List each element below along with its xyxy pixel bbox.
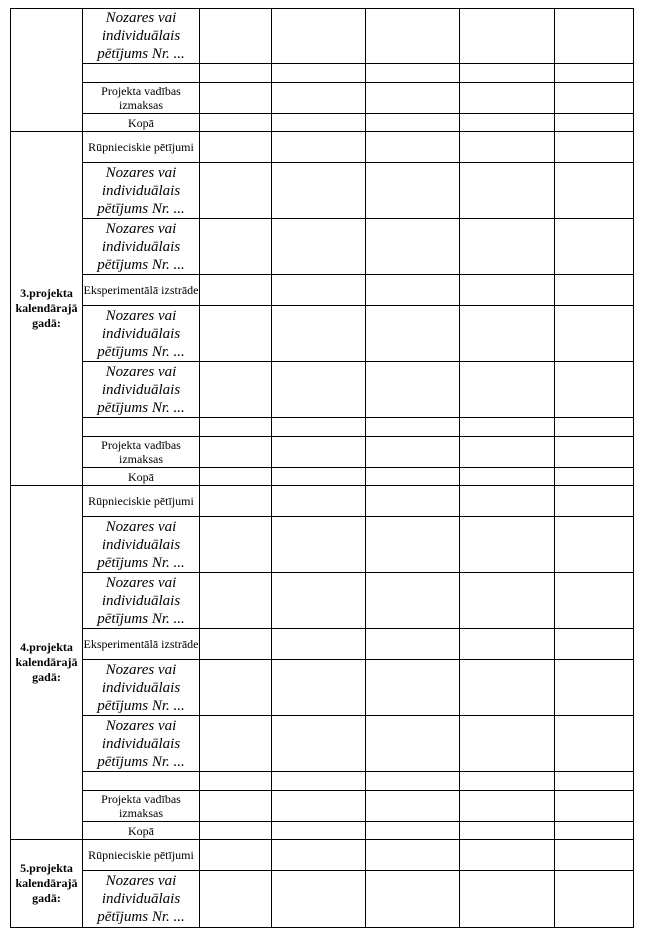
- management-costs-label: Projekta vadības izmaksas: [83, 791, 200, 822]
- value-cell: [272, 9, 366, 64]
- value-cell: [200, 163, 272, 219]
- value-cell: [460, 716, 555, 772]
- value-cell: [200, 486, 272, 517]
- value-cell: [460, 468, 555, 486]
- value-cell: [555, 275, 634, 306]
- table-row: [11, 83, 634, 114]
- value-cell: [366, 83, 460, 114]
- budget-table-container: [10, 8, 633, 928]
- value-cell: [555, 517, 634, 573]
- value-cell: [555, 64, 634, 83]
- value-cell: [272, 468, 366, 486]
- value-cell: [460, 517, 555, 573]
- table-row: [11, 275, 634, 306]
- table-row: [11, 64, 634, 83]
- value-cell: [555, 822, 634, 840]
- value-cell: [200, 9, 272, 64]
- value-cell: [272, 791, 366, 822]
- value-cell: [366, 163, 460, 219]
- table-row: [11, 163, 634, 219]
- value-cell: [555, 9, 634, 64]
- table-row: [11, 573, 634, 629]
- value-cell: [555, 163, 634, 219]
- value-cell: [200, 629, 272, 660]
- value-cell: [555, 418, 634, 437]
- value-cell: [272, 573, 366, 629]
- value-cell: [555, 468, 634, 486]
- value-cell: [366, 573, 460, 629]
- study-label: Nozares vai individuālais pētījums Nr. ...: [83, 163, 200, 219]
- table-row: [11, 418, 634, 437]
- value-cell: [555, 629, 634, 660]
- value-cell: [272, 64, 366, 83]
- value-cell: [460, 64, 555, 83]
- value-cell: [366, 716, 460, 772]
- value-cell: [200, 871, 272, 928]
- value-cell: [555, 437, 634, 468]
- management-costs-label: Projekta vadības izmaksas: [83, 437, 200, 468]
- value-cell: [366, 772, 460, 791]
- value-cell: [200, 418, 272, 437]
- value-cell: [460, 219, 555, 275]
- value-cell: [200, 437, 272, 468]
- study-label: Nozares vai individuālais pētījums Nr. ...: [83, 871, 200, 928]
- management-costs-label: Projekta vadības izmaksas: [83, 83, 200, 114]
- value-cell: [366, 486, 460, 517]
- table-row: [11, 840, 634, 871]
- value-cell: [555, 791, 634, 822]
- value-cell: [272, 219, 366, 275]
- experimental-development-label: Eksperimentālā izstrāde: [83, 629, 200, 660]
- experimental-development-label: Eksperimentālā izstrāde: [83, 275, 200, 306]
- value-cell: [460, 306, 555, 362]
- value-cell: [555, 362, 634, 418]
- value-cell: [460, 772, 555, 791]
- value-cell: [460, 486, 555, 517]
- value-cell: [460, 573, 555, 629]
- value-cell: [272, 114, 366, 132]
- study-label: Nozares vai individuālais pētījums Nr. ...: [83, 362, 200, 418]
- table-row: [11, 306, 634, 362]
- value-cell: [460, 9, 555, 64]
- value-cell: [366, 517, 460, 573]
- value-cell: [366, 64, 460, 83]
- value-cell: [272, 306, 366, 362]
- value-cell: [460, 163, 555, 219]
- value-cell: [555, 83, 634, 114]
- industrial-research-label: Rūpnieciskie pētījumi: [83, 840, 200, 871]
- value-cell: [200, 468, 272, 486]
- value-cell: [460, 791, 555, 822]
- value-cell: [200, 772, 272, 791]
- table-row: [11, 716, 634, 772]
- value-cell: [366, 871, 460, 928]
- total-label: Kopā: [83, 468, 200, 486]
- table-row: [11, 9, 634, 64]
- value-cell: [200, 219, 272, 275]
- study-label: Nozares vai individuālais pētījums Nr. ...: [83, 9, 200, 64]
- value-cell: [200, 306, 272, 362]
- study-label: Nozares vai individuālais pētījums Nr. ...: [83, 306, 200, 362]
- value-cell: [366, 219, 460, 275]
- value-cell: [555, 772, 634, 791]
- value-cell: [200, 114, 272, 132]
- table-row: [11, 772, 634, 791]
- value-cell: [272, 517, 366, 573]
- value-cell: [200, 791, 272, 822]
- value-cell: [272, 871, 366, 928]
- value-cell: [460, 840, 555, 871]
- value-cell: [366, 468, 460, 486]
- value-cell: [366, 840, 460, 871]
- value-cell: [460, 114, 555, 132]
- value-cell: [555, 219, 634, 275]
- year-label-cell: [11, 9, 83, 132]
- value-cell: [555, 840, 634, 871]
- value-cell: [460, 629, 555, 660]
- value-cell: [200, 83, 272, 114]
- table-row: [11, 629, 634, 660]
- value-cell: [200, 132, 272, 163]
- value-cell: [555, 132, 634, 163]
- table-row: [11, 132, 634, 163]
- table-row: [11, 517, 634, 573]
- table-row: [11, 486, 634, 517]
- value-cell: [460, 660, 555, 716]
- value-cell: [366, 9, 460, 64]
- table-row: [11, 437, 634, 468]
- table-row: [11, 660, 634, 716]
- table-row: [11, 219, 634, 275]
- table-row: [11, 871, 634, 928]
- value-cell: [460, 132, 555, 163]
- value-cell: [200, 660, 272, 716]
- value-cell: [200, 840, 272, 871]
- value-cell: [272, 660, 366, 716]
- value-cell: [460, 822, 555, 840]
- budget-table: [10, 8, 634, 928]
- table-row: [11, 822, 634, 840]
- value-cell: [200, 362, 272, 418]
- study-label: Nozares vai individuālais pētījums Nr. ...: [83, 517, 200, 573]
- value-cell: [272, 83, 366, 114]
- value-cell: [366, 437, 460, 468]
- value-cell: [272, 275, 366, 306]
- value-cell: [555, 114, 634, 132]
- study-label: Nozares vai individuālais pētījums Nr. ...: [83, 573, 200, 629]
- value-cell: [366, 306, 460, 362]
- value-cell: [366, 629, 460, 660]
- value-cell: [555, 660, 634, 716]
- value-cell: [555, 486, 634, 517]
- value-cell: [555, 573, 634, 629]
- value-cell: [366, 791, 460, 822]
- value-cell: [555, 306, 634, 362]
- table-row: [11, 468, 634, 486]
- study-label: Nozares vai individuālais pētījums Nr. ...: [83, 716, 200, 772]
- value-cell: [555, 716, 634, 772]
- table-row: [11, 114, 634, 132]
- value-cell: [272, 418, 366, 437]
- value-cell: [272, 716, 366, 772]
- value-cell: [200, 822, 272, 840]
- value-cell: [460, 437, 555, 468]
- budget-table-body: [11, 9, 634, 928]
- value-cell: [366, 362, 460, 418]
- value-cell: [460, 418, 555, 437]
- blank-label: [83, 772, 200, 791]
- value-cell: [460, 362, 555, 418]
- study-label: Nozares vai individuālais pētījums Nr. ...: [83, 660, 200, 716]
- value-cell: [272, 437, 366, 468]
- year-label-cell: 5.projekta kalendārajā gadā:: [11, 840, 83, 928]
- value-cell: [366, 275, 460, 306]
- value-cell: [366, 822, 460, 840]
- value-cell: [200, 64, 272, 83]
- value-cell: [272, 822, 366, 840]
- year-label-cell: 3.projekta kalendārajā gadā:: [11, 132, 83, 486]
- value-cell: [200, 716, 272, 772]
- value-cell: [555, 871, 634, 928]
- industrial-research-label: Rūpnieciskie pētījumi: [83, 486, 200, 517]
- value-cell: [272, 772, 366, 791]
- value-cell: [272, 132, 366, 163]
- value-cell: [460, 83, 555, 114]
- value-cell: [366, 418, 460, 437]
- value-cell: [200, 573, 272, 629]
- value-cell: [366, 114, 460, 132]
- value-cell: [272, 163, 366, 219]
- value-cell: [200, 275, 272, 306]
- value-cell: [272, 486, 366, 517]
- study-label: Nozares vai individuālais pētījums Nr. ...: [83, 219, 200, 275]
- table-row: [11, 791, 634, 822]
- value-cell: [272, 629, 366, 660]
- industrial-research-label: Rūpnieciskie pētījumi: [83, 132, 200, 163]
- total-label: Kopā: [83, 822, 200, 840]
- value-cell: [200, 517, 272, 573]
- value-cell: [460, 871, 555, 928]
- value-cell: [272, 840, 366, 871]
- blank-label: [83, 418, 200, 437]
- value-cell: [366, 132, 460, 163]
- value-cell: [460, 275, 555, 306]
- blank-label: [83, 64, 200, 83]
- table-row: [11, 362, 634, 418]
- total-label: Kopā: [83, 114, 200, 132]
- value-cell: [366, 660, 460, 716]
- value-cell: [272, 362, 366, 418]
- year-label-cell: 4.projekta kalendārajā gadā:: [11, 486, 83, 840]
